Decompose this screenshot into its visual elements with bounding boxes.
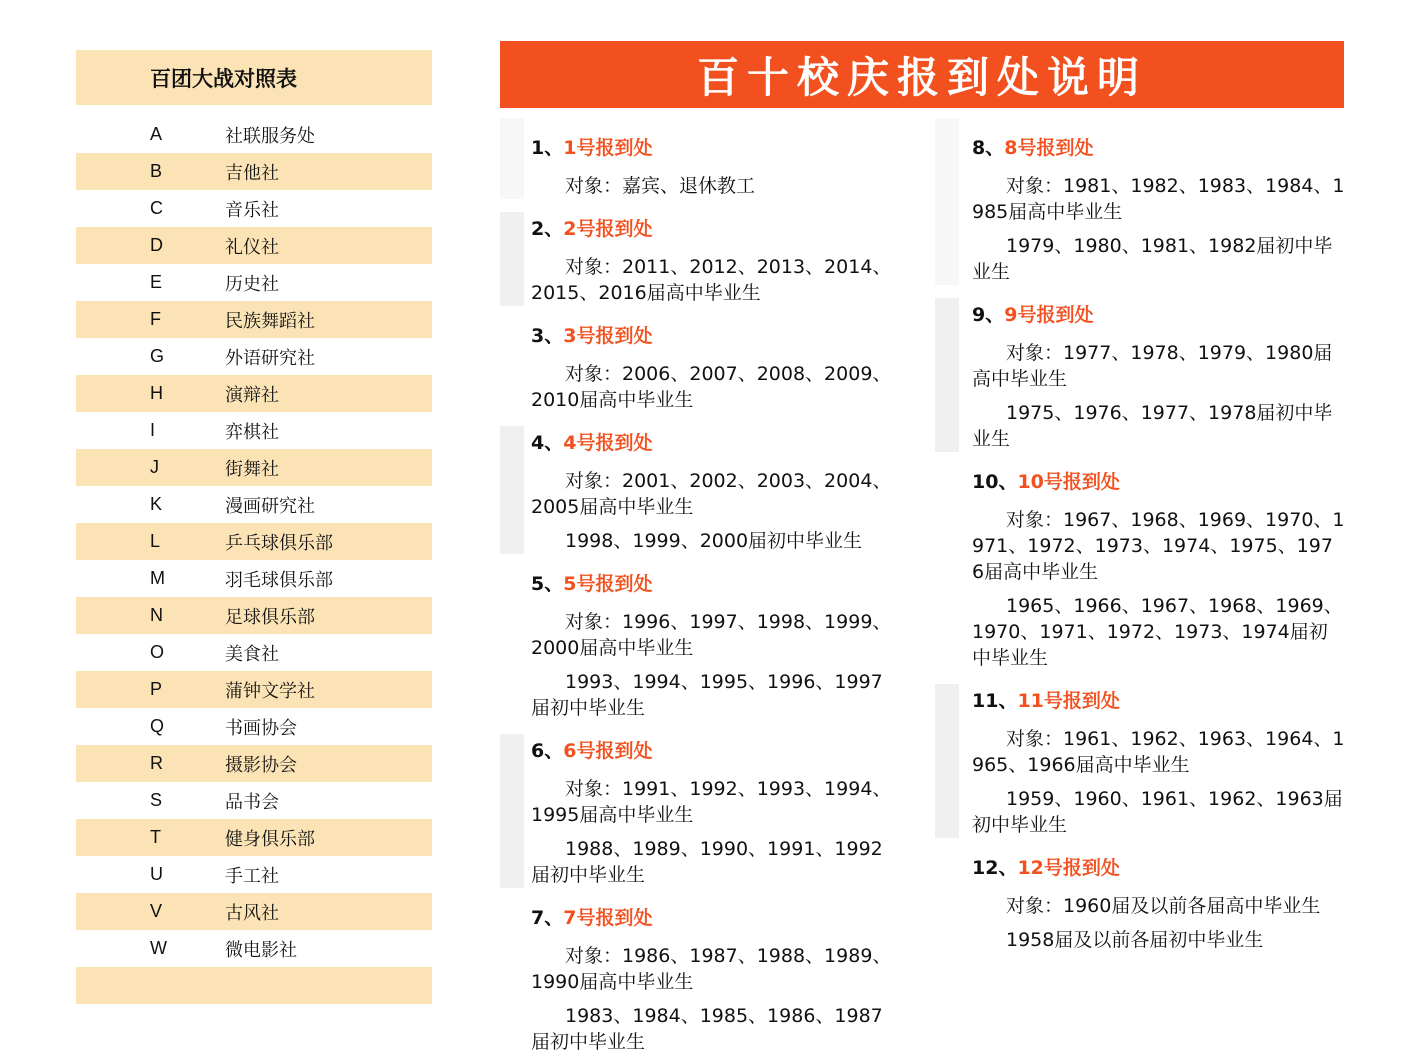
club-name: 社联服务处 — [225, 125, 315, 147]
registration-name: 12号报到处 — [1017, 857, 1120, 879]
club-name: 民族舞蹈社 — [225, 310, 315, 332]
club-row — [76, 338, 432, 375]
club-row-empty — [76, 967, 432, 1004]
club-letter: R — [150, 753, 163, 773]
club-letter: B — [150, 161, 163, 181]
registration-detail: 对象：1991、1992、1993、1994、1995届高中毕业生 — [531, 778, 892, 826]
club-row — [76, 264, 432, 301]
club-table-header — [76, 50, 432, 105]
club-row — [76, 782, 432, 819]
registration-detail: 对象：2011、2012、2013、2014、2015、2016届高中毕业生 — [531, 256, 892, 304]
registration-item — [531, 567, 900, 721]
registration-name: 10号报到处 — [1017, 471, 1120, 493]
club-letter: S — [150, 790, 163, 810]
club-name: 外语研究社 — [225, 347, 315, 369]
club-row — [76, 116, 432, 153]
club-name: 美食社 — [225, 643, 279, 665]
registration-index: 5、 — [531, 573, 564, 595]
registration-detail: 1958届及以前各届初中毕业生 — [1006, 929, 1264, 951]
registration-heading — [531, 426, 900, 460]
club-letter: K — [150, 494, 163, 514]
club-letter: T — [150, 827, 161, 847]
row-stripe — [935, 298, 959, 452]
registration-index: 6、 — [531, 740, 564, 762]
registration-detail: 1988、1989、1990、1991、1992届初中毕业生 — [531, 838, 883, 886]
club-row — [76, 634, 432, 671]
club-row — [76, 227, 432, 264]
club-lookup-table — [76, 50, 432, 1004]
registration-detail: 对象：1981、1982、1983、1984、1985届高中毕业生 — [972, 175, 1345, 223]
registration-detail: 对象：1961、1962、1963、1964、1965、1966届高中毕业生 — [972, 728, 1345, 776]
club-name: 弈棋社 — [225, 421, 279, 443]
club-name: 微电影社 — [225, 939, 297, 961]
registration-detail: 对象：2001、2002、2003、2004、2005届高中毕业生 — [531, 470, 892, 518]
club-row — [76, 671, 432, 708]
registration-item — [531, 901, 900, 1055]
club-name: 蒲钟文学社 — [225, 680, 315, 702]
club-row — [76, 597, 432, 634]
registration-name: 6号报到处 — [563, 740, 653, 762]
row-stripe — [935, 684, 959, 838]
club-letter: V — [150, 901, 163, 921]
club-row — [76, 153, 432, 190]
club-row — [76, 819, 432, 856]
row-stripe — [500, 426, 524, 554]
club-table-title: 百团大战对照表 — [150, 66, 297, 91]
club-name: 摄影协会 — [225, 754, 297, 776]
registration-detail: 1979、1980、1981、1982届初中毕业生 — [972, 235, 1333, 283]
club-letter: J — [150, 457, 159, 477]
club-row — [76, 486, 432, 523]
registration-index: 4、 — [531, 432, 564, 454]
row-stripe — [500, 734, 524, 888]
club-letter: H — [150, 383, 163, 403]
club-letter: Q — [150, 716, 165, 736]
club-row — [76, 930, 432, 967]
registration-heading — [531, 131, 900, 165]
registration-detail: 对象：1986、1987、1988、1989、1990届高中毕业生 — [531, 945, 892, 993]
club-name: 吉他社 — [225, 162, 279, 184]
row-stripe — [500, 118, 524, 199]
club-row — [76, 745, 432, 782]
registration-name: 11号报到处 — [1017, 690, 1120, 712]
registration-index: 11、 — [972, 690, 1018, 712]
club-name: 古风社 — [225, 902, 279, 924]
club-name: 演辩社 — [225, 384, 279, 406]
registration-name: 8号报到处 — [1004, 137, 1094, 159]
registration-heading — [972, 851, 1345, 885]
registration-item — [972, 298, 1345, 452]
club-letter: O — [150, 642, 165, 662]
club-row — [76, 190, 432, 227]
club-row — [76, 412, 432, 449]
club-letter: F — [150, 309, 161, 329]
club-name: 音乐社 — [225, 199, 279, 221]
registration-heading — [531, 212, 900, 246]
club-row — [76, 375, 432, 412]
registration-detail: 对象：嘉宾、退休教工 — [565, 175, 756, 197]
registration-heading — [531, 567, 900, 601]
registration-item — [972, 131, 1345, 285]
registration-heading — [531, 734, 900, 768]
registration-detail: 对象：2006、2007、2008、2009、2010届高中毕业生 — [531, 363, 892, 411]
club-name: 历史社 — [225, 273, 279, 295]
row-stripe — [500, 212, 524, 306]
registration-item — [531, 212, 900, 306]
registration-heading — [972, 465, 1345, 499]
club-row — [76, 523, 432, 560]
registration-index: 1、 — [531, 137, 564, 159]
registration-detail: 1959、1960、1961、1962、1963届初中毕业生 — [972, 788, 1343, 836]
registration-detail: 1993、1994、1995、1996、1997届初中毕业生 — [531, 671, 883, 719]
club-name: 手工社 — [225, 865, 279, 887]
registration-index: 10、 — [972, 471, 1018, 493]
registration-detail: 对象：1977、1978、1979、1980届高中毕业生 — [972, 342, 1333, 390]
registration-list-1 — [531, 118, 900, 1055]
registration-index: 2、 — [531, 218, 564, 240]
registration-item — [972, 465, 1345, 671]
club-name: 街舞社 — [225, 458, 279, 480]
club-name: 乒乓球俱乐部 — [225, 532, 333, 554]
club-letter: D — [150, 235, 163, 255]
club-letter: N — [150, 605, 163, 625]
registration-index: 9、 — [972, 304, 1005, 326]
registration-detail: 对象：1967、1968、1969、1970、1971、1972、1973、1974、1975、1976届高中毕业生 — [972, 509, 1345, 583]
club-letter: C — [150, 198, 163, 218]
club-letter: U — [150, 864, 163, 884]
registration-name: 3号报到处 — [563, 325, 653, 347]
club-letter: E — [150, 272, 163, 292]
registration-item — [972, 851, 1345, 953]
registration-detail: 对象：1960届及以前各届高中毕业生 — [1006, 895, 1321, 917]
registration-detail: 1965、1966、1967、1968、1969、1970、1971、1972、1973、1974届初中毕业生 — [972, 595, 1343, 669]
club-row — [76, 449, 432, 486]
registration-item — [531, 131, 900, 199]
registration-index: 12、 — [972, 857, 1018, 879]
club-name: 健身俱乐部 — [225, 828, 315, 850]
registration-index: 8、 — [972, 137, 1005, 159]
club-rows — [76, 116, 432, 1004]
club-row — [76, 856, 432, 893]
club-letter: P — [150, 679, 163, 699]
registration-item — [531, 734, 900, 888]
registration-heading — [531, 319, 900, 353]
row-stripe — [935, 118, 959, 285]
club-letter: M — [150, 568, 165, 588]
registration-heading — [972, 298, 1345, 332]
club-row — [76, 708, 432, 745]
club-name: 漫画研究社 — [225, 495, 315, 517]
registration-name: 5号报到处 — [563, 573, 653, 595]
registration-column-2 — [935, 118, 1345, 1007]
club-name: 品书会 — [225, 791, 279, 813]
club-row — [76, 893, 432, 930]
club-name: 羽毛球俱乐部 — [225, 569, 333, 591]
registration-index: 3、 — [531, 325, 564, 347]
club-letter: A — [150, 124, 163, 144]
registration-detail: 1975、1976、1977、1978届初中毕业生 — [972, 402, 1333, 450]
registration-heading — [531, 901, 900, 935]
registration-list-2 — [972, 118, 1345, 953]
club-name: 礼仪社 — [225, 236, 279, 258]
registration-item — [531, 426, 900, 554]
club-name: 书画协会 — [225, 717, 297, 739]
registration-item — [972, 684, 1345, 838]
club-letter: I — [150, 420, 156, 440]
club-letter: G — [150, 346, 165, 366]
club-letter: W — [150, 938, 167, 958]
registration-name: 7号报到处 — [563, 907, 653, 929]
club-row — [76, 560, 432, 597]
club-row — [76, 301, 432, 338]
registration-name: 2号报到处 — [563, 218, 653, 240]
registration-detail: 1983、1984、1985、1986、1987届初中毕业生 — [531, 1005, 883, 1053]
registration-heading — [972, 131, 1345, 165]
club-name: 足球俱乐部 — [225, 606, 315, 628]
title-banner — [500, 41, 1344, 108]
registration-item — [531, 319, 900, 413]
registration-name: 1号报到处 — [563, 137, 653, 159]
registration-heading — [972, 684, 1345, 718]
registration-name: 9号报到处 — [1004, 304, 1094, 326]
registration-index: 7、 — [531, 907, 564, 929]
club-letter: L — [150, 531, 161, 551]
registration-detail: 对象：1996、1997、1998、1999、2000届高中毕业生 — [531, 611, 892, 659]
page-title: 百十校庆报到处说明 — [696, 52, 1147, 102]
registration-detail: 1998、1999、2000届初中毕业生 — [565, 530, 863, 552]
registration-name: 4号报到处 — [563, 432, 653, 454]
registration-column-1 — [500, 118, 900, 1053]
